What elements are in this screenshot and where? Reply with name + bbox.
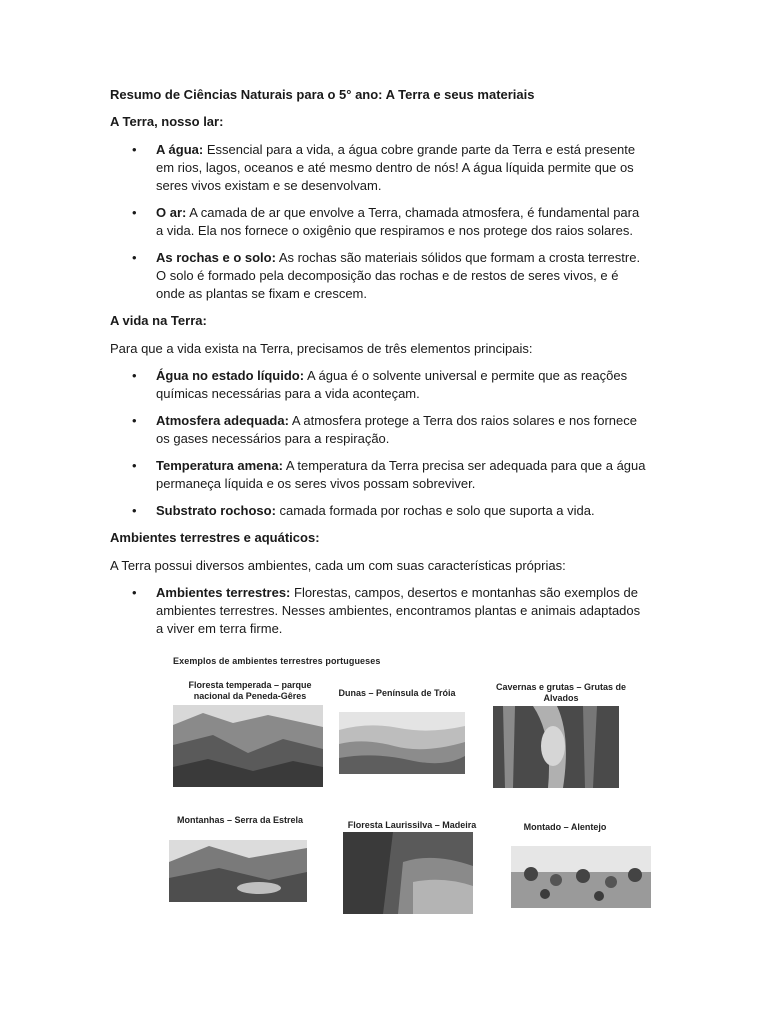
- item-text: A camada de ar que envolve a Terra, chamada atmosfera, é fundamental para a vida. Ela nos fornece o oxigênio que respiramos e nos protege dos raios solares.: [156, 205, 640, 238]
- caption-laurissilva: Floresta Laurissilva – Madeira: [347, 820, 477, 830]
- item-text: camada formada por rochas e solo que suporta a vida.: [275, 503, 595, 518]
- section-heading-terra: A Terra, nosso lar:: [110, 114, 224, 129]
- list-item: [110, 141, 650, 195]
- list-item: [110, 204, 650, 240]
- caption-montanhas: Montanhas – Serra da Estrela: [176, 815, 304, 825]
- document-title: Resumo de Ciências Naturais para o 5° ano: A Terra e seus materiais: [110, 87, 535, 102]
- caption-cavernas: Cavernas e grutas – Grutas de Alvados: [495, 682, 627, 703]
- item-text: Florestas, campos, desertos e montanhas são exemplos de ambientes terrestres. Nesses ambientes, encontramos plantas e animais adaptados a viver em terra firme.: [156, 585, 641, 636]
- item-text: Essencial para a vida, a água cobre grande parte da Terra e está presente em rios, lagos, oceanos e até mesmo dentro de nós! A água líquida permite que os seres vivos existam e se desenvolvam.: [156, 142, 636, 193]
- item-text: A atmosfera protege a Terra dos raios solares e nos fornece os gases necessários para a respiração.: [156, 413, 637, 446]
- item-text: A temperatura da Terra precisa ser adequada para que a água permaneça líquida e os seres vivos possam sobreviver.: [156, 458, 646, 491]
- bullet-icon: •: [132, 205, 137, 220]
- list-terra: [110, 141, 650, 303]
- bullet-icon: •: [132, 250, 137, 265]
- photo-montanhas: [169, 840, 307, 902]
- item-term: Água no estado líquido:: [156, 368, 305, 383]
- photo-montado: [511, 846, 651, 908]
- list-item: [110, 457, 650, 493]
- photo-cavernas: [493, 706, 619, 788]
- section-heading-vida: A vida na Terra:: [110, 313, 207, 328]
- list-vida: [110, 367, 650, 520]
- item-term: Atmosfera adequada:: [156, 413, 289, 428]
- bullet-icon: •: [132, 585, 137, 600]
- item-term: Substrato rochoso:: [156, 503, 276, 518]
- item-term: Temperatura amena:: [156, 458, 283, 473]
- caption-montado: Montado – Alentejo: [523, 822, 607, 832]
- bullet-icon: •: [132, 142, 137, 157]
- item-term: A água:: [156, 142, 204, 157]
- photo-floresta-temperada: [173, 705, 323, 787]
- caption-dunas: Dunas – Península de Tróia: [338, 688, 456, 698]
- bullet-icon: •: [132, 413, 137, 428]
- section-intro-ambientes: A Terra possui diversos ambientes, cada um com suas características próprias:: [110, 558, 566, 573]
- item-term: O ar:: [156, 205, 187, 220]
- list-item: [110, 367, 650, 403]
- item-text: A água é o solvente universal e permite que as reações químicas necessárias para a vida aconteçam.: [156, 368, 628, 401]
- bullet-icon: •: [132, 458, 137, 473]
- list-item: [110, 584, 650, 638]
- document-body: [110, 86, 650, 638]
- item-text: As rochas são materiais sólidos que formam a crosta terrestre. O solo é formado pela decomposição das rochas e de restos de seres vivos, e é onde as plantas se fixam e crescem.: [156, 250, 641, 301]
- figure-title: Exemplos de ambientes terrestres portugueses: [173, 656, 381, 666]
- list-ambientes: [110, 584, 650, 638]
- item-term: As rochas e o solo:: [156, 250, 276, 265]
- list-item: [110, 502, 650, 520]
- photo-laurissilva: [343, 832, 473, 914]
- list-item: [110, 412, 650, 448]
- environments-figure: [165, 650, 655, 915]
- section-heading-ambientes: Ambientes terrestres e aquáticos:: [110, 530, 320, 545]
- item-term: Ambientes terrestres:: [156, 585, 291, 600]
- bullet-icon: •: [132, 503, 137, 518]
- bullet-icon: •: [132, 368, 137, 383]
- photo-dunas: [339, 712, 465, 774]
- caption-floresta-temperada: Floresta temperada – parque nacional da Peneda-Gêres: [188, 680, 312, 701]
- section-intro-vida: Para que a vida exista na Terra, precisamos de três elementos principais:: [110, 341, 533, 356]
- list-item: [110, 249, 650, 303]
